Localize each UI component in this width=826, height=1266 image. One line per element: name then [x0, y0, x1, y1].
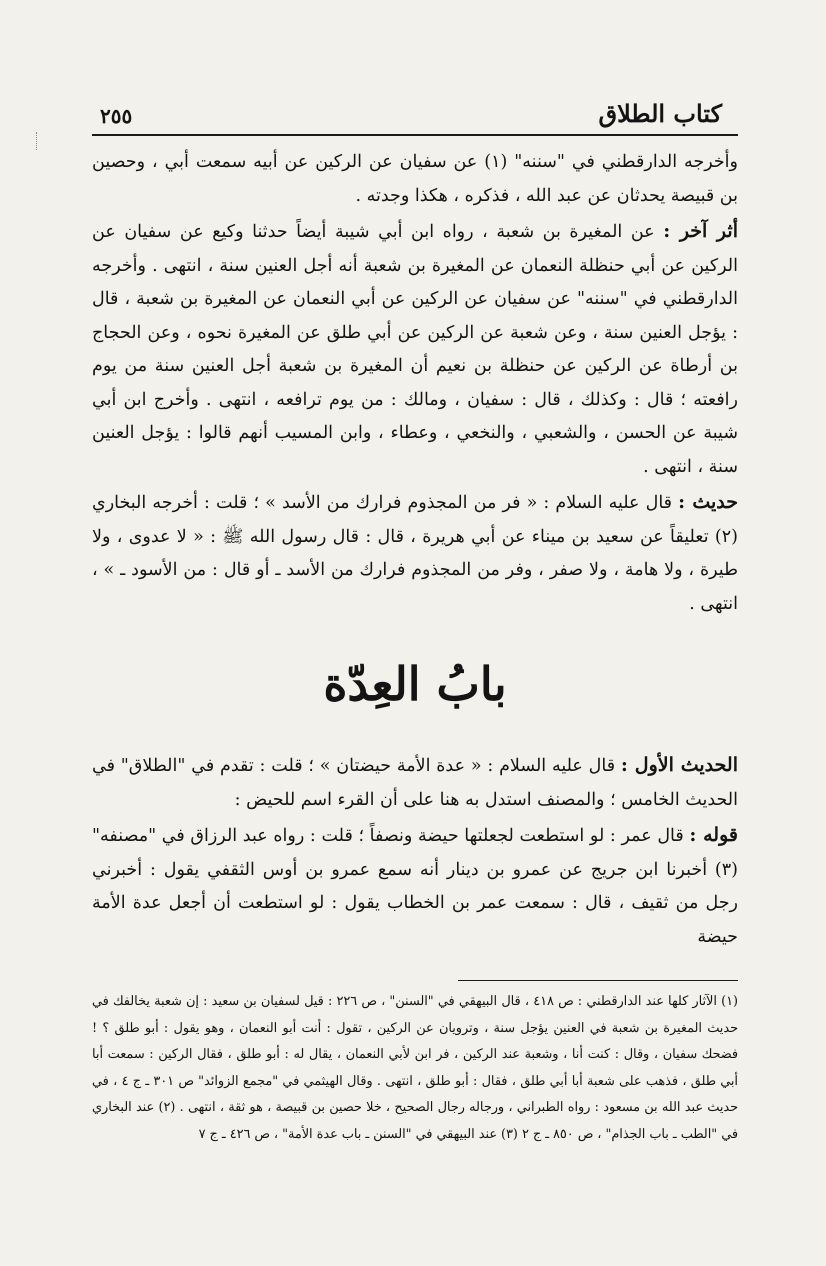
- paragraph-2-lead: أثر آخر :: [663, 220, 738, 242]
- footnote-divider: [458, 980, 738, 981]
- footnotes: [92, 989, 738, 1148]
- paragraph-3-text: قال عليه السلام : « فر من المجذوم فرارك من الأسد » ؛ قلت : أخرجه البخاري (٢) تعليقاً عن سعيد بن ميناء عن أبي هريرة ، قال : قال رسول الله ﷺ : « لا عدوى ، ولا طيرة ، ولا هامة ، ولا صفر ، وفر من المجذوم فرارك من الأسد ـ أو قال : من الأسود ـ » ، انتهى .: [92, 493, 738, 614]
- paragraph-1-text: وأخرجه الدارقطني في "سننه" (١) عن سفيان عن الركين عن أبيه سمعت أبي ، وحصين بن قبيصة يحدثان عن عبد الله ، فذكره ، هكذا وجدته .: [92, 152, 738, 206]
- chapter-paragraph-1-text: قال عليه السلام : « عدة الأمة حيضتان » ؛ قلت : تقدم في "الطلاق" في الحديث الخامس ؛ والمصنف استدل به هنا على أن القرء اسم للحيض :: [92, 756, 738, 810]
- paragraph-3-lead: حديث :: [678, 491, 738, 513]
- chapter-paragraph-2: [92, 819, 738, 954]
- book-page: [92, 88, 738, 1148]
- chapter-paragraph-2-text: قال عمر : لو استطعت لجعلتها حيضة ونصفاً ؛ قلت : رواه عبد الرزاق في "مصنفه" (٣) أخبرنا ابن جريج عن عمرو بن دينار أنه سمع عمرو بن أوس الثقفي يقول : أخبرني رجل من ثقيف ، قال : سمعت عمر بن الخطاب يقول : لو استطعت أن أجعل عدة الأمة حيضة: [92, 826, 738, 947]
- footnote-block: (١) الآثار كلها عند الدارقطني : ص ٤١٨ ، قال البيهقي في "السنن" ، ص ٢٢٦ : قيل لسفيان بن سعيد : إن شعبة يخالفك في حديث المغيرة بن شعبة في العنين يؤجل سنة ، وترويان عن الركين ، تقول : أنت أبو النعمان ، وهو يقول : أبو طلق ؟ ! فضحك سفيان ، وقال : كنت أنا ، وشعبة عند الركين ، فر ابن لأبي النعمان ، يقال له : أبو طلق ، فقال الركين : سمعت أبا أبي طلق ، فذهب على شعبة أبا أبي طلق ، فقال : أبو طلق ، انتهى . وقال الهيثمي في "مجمع الزوائد" ص ٣٠١ ـ ج ٤ ، في حديث عبد الله بن مسعود : رواه الطبراني ، ورجاله رجال الصحيح ، خلا حصين بن قبيصة ، هو ثقة ، انتهى . (٢) عند البخاري في "الطب ـ باب الجذام" ، ص ٨٥٠ ـ ج ٢ (٣) عند البيهقي في "السنن ـ باب عدة الأمة" ، ص ٤٢٦ ـ ج ٧: [92, 994, 739, 1142]
- paragraph-1: [92, 146, 738, 213]
- running-title: كتاب الطلاق: [598, 99, 722, 128]
- chapter-paragraph-1-lead: الحديث الأول :: [620, 754, 738, 776]
- paragraph-2-text: عن المغيرة بن شعبة ، رواه ابن أبي شيبة أيضاً حدثنا وكيع عن سفيان عن الركين عن أبي حنظلة النعمان عن المغيرة بن شعبة أنه أجل العنين سنة ، انتهى . وأخرجه الدارقطني في "سننه" عن سفيان عن الركين عن أبي النعمان عن المغيرة بن شعبة ، قال : يؤجل العنين سنة ، وعن شعبة عن الركين عن أبي طلق عن المغيرة نحوه ، وعن الحجاج بن أرطاة عن الركين عن حنظلة بن نعيم أن المغيرة بن شعبة أجل العنين سنة من يوم رافعته ؛ قال : وكذلك ، قال : سفيان ، ومالك : من يوم ترافعه ، انتهى . وأخرج ابن أبي شيبة عن الحسن ، والشعبي ، والنخعي ، وعطاء ، وابن المسيب أنهم قالوا : يؤجل العنين سنة ، انتهى .: [92, 222, 738, 477]
- main-text: [92, 146, 738, 954]
- chapter-title: بابُ العِدّة: [323, 657, 507, 711]
- chapter-paragraph-2-lead: قوله :: [689, 824, 738, 846]
- chapter-paragraph-1: [92, 749, 738, 817]
- paragraph-2: [92, 215, 738, 484]
- paragraph-3: [92, 486, 738, 621]
- scan-edge-mark: [36, 132, 43, 150]
- page-number: ٢٥٥: [100, 104, 133, 128]
- page-header: [92, 88, 738, 136]
